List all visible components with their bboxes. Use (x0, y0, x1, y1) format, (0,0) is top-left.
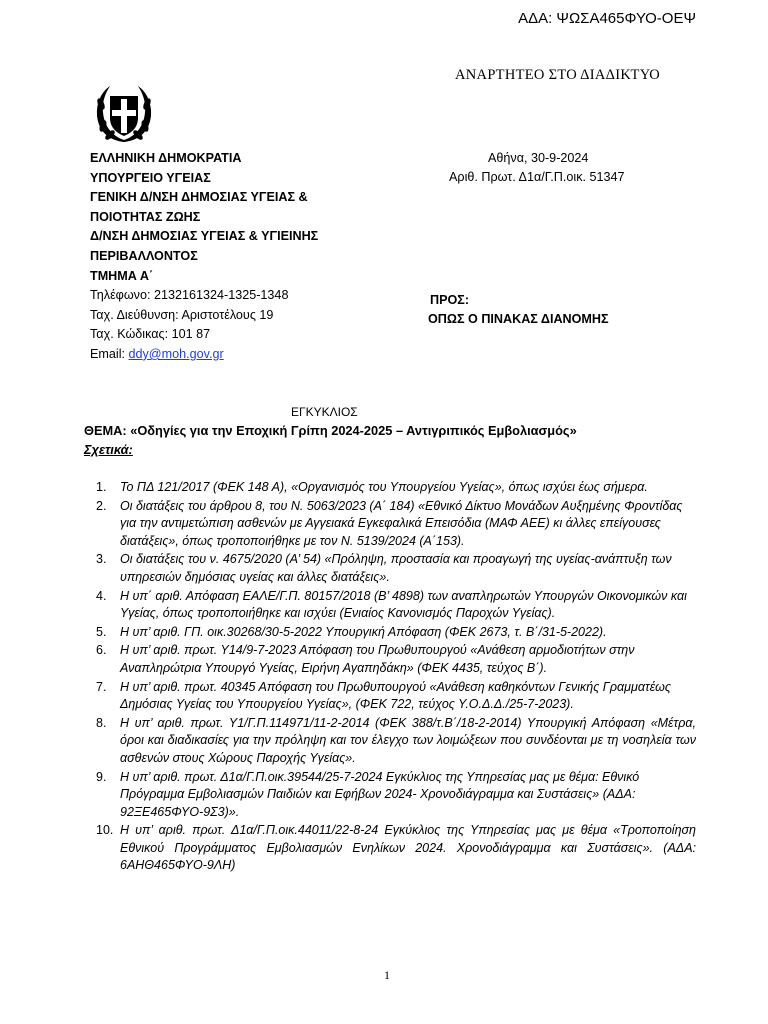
recipient-label: ΠΡΟΣ: (430, 293, 470, 307)
reference-text: Η υπ’ αριθ. πρωτ. Δ1α/Γ.Π.οικ.39544/25-7-2024 Εγκύκλιος της Υπηρεσίας μας με θέμα: Εθνικό Πρόγραμμα Εμβολιασμών Παιδιών και Εφήβων 2024- Χρονοδιάγραμμα και Συστάσεις» (ΑΔΑ: 92ΞΕ465ΦΥΟ-9Σ3)». (120, 769, 640, 819)
phone-line: Τηλέφωνο: 2132161324-1325-1348 (90, 288, 289, 303)
address-line: Ταχ. Διεύθυνση: Αριστοτέλους 19 (90, 307, 274, 322)
ada-code: ΑΔΑ: ΨΩΣΑ465ΦΥΟ-ΟΕΨ (518, 10, 696, 27)
reference-number: 4. (96, 588, 107, 603)
department-heading: ΤΜΗΜΑ Α΄ (90, 268, 154, 283)
reference-number: 9. (96, 769, 107, 784)
posted-online-notice: ΑΝΑΡΤΗΤΕΟ ΣΤΟ ΔΙΑΔΙΚΤΥΟ (455, 67, 660, 83)
reference-text: Οι διατάξεις του άρθρου 8, του Ν. 5063/2023 (Α΄ 184) «Εθνικό Δίκτυο Μονάδων Αυξημένης Φροντίδας για την αντιμετώπιση ασθενών με Αγγειακά Εγκεφαλικά Επεισόδια (ΜΑΦ ΑΕΕ) κι άλλες επείγουσες διατάξεις», όπως τροποποιήθηκε με τον Ν. 5139/2024 (Α΄153). (120, 498, 683, 548)
general-directorate-line1: ΓΕΝΙΚΗ Δ/ΝΣΗ ΔΗΜΟΣΙΑΣ ΥΓΕΙΑΣ & (90, 190, 308, 205)
reference-text: Το ΠΔ 121/2017 (ΦΕΚ 148 Α), «Οργανισμός του Υπουργείου Υγείας», όπως ισχύει έως σήμερα. (120, 480, 648, 494)
reference-number: 3. (96, 552, 107, 567)
related-label: Σχετικά: (84, 442, 133, 457)
reference-number: 5. (96, 624, 107, 639)
directorate-line1: Δ/ΝΣΗ ΔΗΜΟΣΙΑΣ ΥΓΕΙΑΣ & ΥΓΙΕΙΝΗΣ (90, 229, 319, 244)
reference-item (96, 769, 696, 822)
reference-number: 7. (96, 679, 107, 694)
page-number: 1 (384, 968, 390, 982)
reference-item (96, 498, 696, 551)
references-list (96, 479, 696, 876)
reference-number: 8. (96, 715, 107, 730)
reference-text: Η υπ’ αριθ. πρωτ. Υ1/Γ.Π.114971/11-2-2014 (ΦΕΚ 388/τ.Β΄/18-2-2014) Υπουργική Απόφαση «Μέτρα, όροι και διαδικασίες για την πρόληψη και τον έλεγχο των λοιμώξεων που συνδέονται με τη νοσηλεία των ασθενών στους Χώρους Παροχής Υγείας». (120, 715, 696, 765)
recipient-value: ΟΠΩΣ Ο ΠΙΝΑΚΑΣ ΔΙΑΝΟΜΗΣ (428, 312, 609, 326)
reference-text: Η υπ’ αριθ. πρωτ. Δ1α/Γ.Π.οικ.44011/22-8-24 Εγκύκλιος της Υπηρεσίας μας με θέμα «Τροποποίηση Εθνικού Προγράμματος Εμβολιασμών Ενηλίκων 2024. Χρονοδιάγραμμα και Συστάσεις». (ΑΔΑ: 6ΑΗΘ465ΦΥΟ-9ΛΗ) (120, 823, 696, 873)
ministry-heading: ΥΠΟΥΡΓΕΙΟ ΥΓΕΙΑΣ (90, 170, 211, 185)
reference-number: 1. (96, 480, 107, 494)
sender-block (90, 149, 318, 365)
subject-line: ΘΕΜΑ: «Οδηγίες για την Εποχική Γρίπη 2024-2025 – Αντιγριπικός Εμβολιασμός» (84, 423, 577, 438)
reference-item (96, 642, 696, 677)
directorate-line2: ΠΕΡΙΒΑΛΛΟΝΤΟΣ (90, 248, 198, 263)
protocol-number: Αριθ. Πρωτ. Δ1α/Γ.Π.οικ. 51347 (449, 170, 625, 184)
reference-item (96, 624, 696, 642)
reference-item (96, 588, 696, 623)
reference-text: Οι διατάξεις του ν. 4675/2020 (Α’ 54) «Πρόληψη, προστασία και προαγωγή της υγείας-ανάπτυξη των υπηρεσιών δημόσιας υγείας και άλλες διατάξεις». (120, 552, 672, 584)
email-label: Email: (90, 346, 129, 361)
reference-item (96, 679, 696, 714)
email-link[interactable]: ddy@moh.gov.gr (128, 346, 224, 361)
reference-text: Η υπ΄ αριθ. Απόφαση ΕΑΛΕ/Γ.Π. 80157/2018 (Β’ 4898) των αναπληρωτών Υπουργών Οικονομικών και Υγείας, όπως τροποποιήθηκε και ισχύει (Ενιαίος Κανονισμός Παροχών Υγείας). (120, 588, 687, 621)
reference-text: Η υπ’ αριθ. πρωτ. Υ14/9-7-2023 Απόφαση του Πρωθυπουργού «Ανάθεση αρμοδιοτήτων στην Αναπληρώτρια Υπουργό Υγείας, Ειρήνη Αγαπηδάκη» (ΦΕΚ 4435, τεύχος Β΄). (120, 643, 635, 675)
reference-item (96, 479, 696, 497)
reference-number: 10. (96, 823, 114, 838)
postcode-line: Ταχ. Κώδικας: 101 87 (90, 327, 211, 342)
republic-heading: ΕΛΛΗΝΙΚΗ ΔΗΜΟΚΡΑΤΙΑ (90, 151, 242, 165)
general-directorate-line2: ΠΟΙΟΤΗΤΑΣ ΖΩΗΣ (90, 209, 201, 224)
reference-item (96, 822, 696, 875)
reference-text: Η υπ’ αριθ. ΓΠ. οικ.30268/30-5-2022 Υπουργική Απόφαση (ΦΕΚ 2673, τ. Β΄/31-5-2022). (120, 624, 607, 639)
reference-text: Η υπ’ αριθ. πρωτ. 40345 Απόφαση του Πρωθυπουργού «Ανάθεση καθηκόντων Γενικής Γραμματέως Δημόσιας Υγείας του Υπουργείου Υγείας», (ΦΕΚ 722, τεύχος Υ.Ο.Δ.Δ./25-7-2023). (120, 679, 671, 712)
email-line (90, 345, 318, 365)
reference-number: 6. (96, 643, 107, 658)
reference-number: 2. (96, 498, 107, 513)
reference-item (96, 715, 696, 768)
document-date: Αθήνα, 30-9-2024 (488, 151, 589, 165)
document-type: ΕΓΚΥΚΛΙΟΣ (291, 405, 358, 419)
reference-item (96, 551, 696, 586)
greek-coat-of-arms-icon (92, 82, 156, 146)
